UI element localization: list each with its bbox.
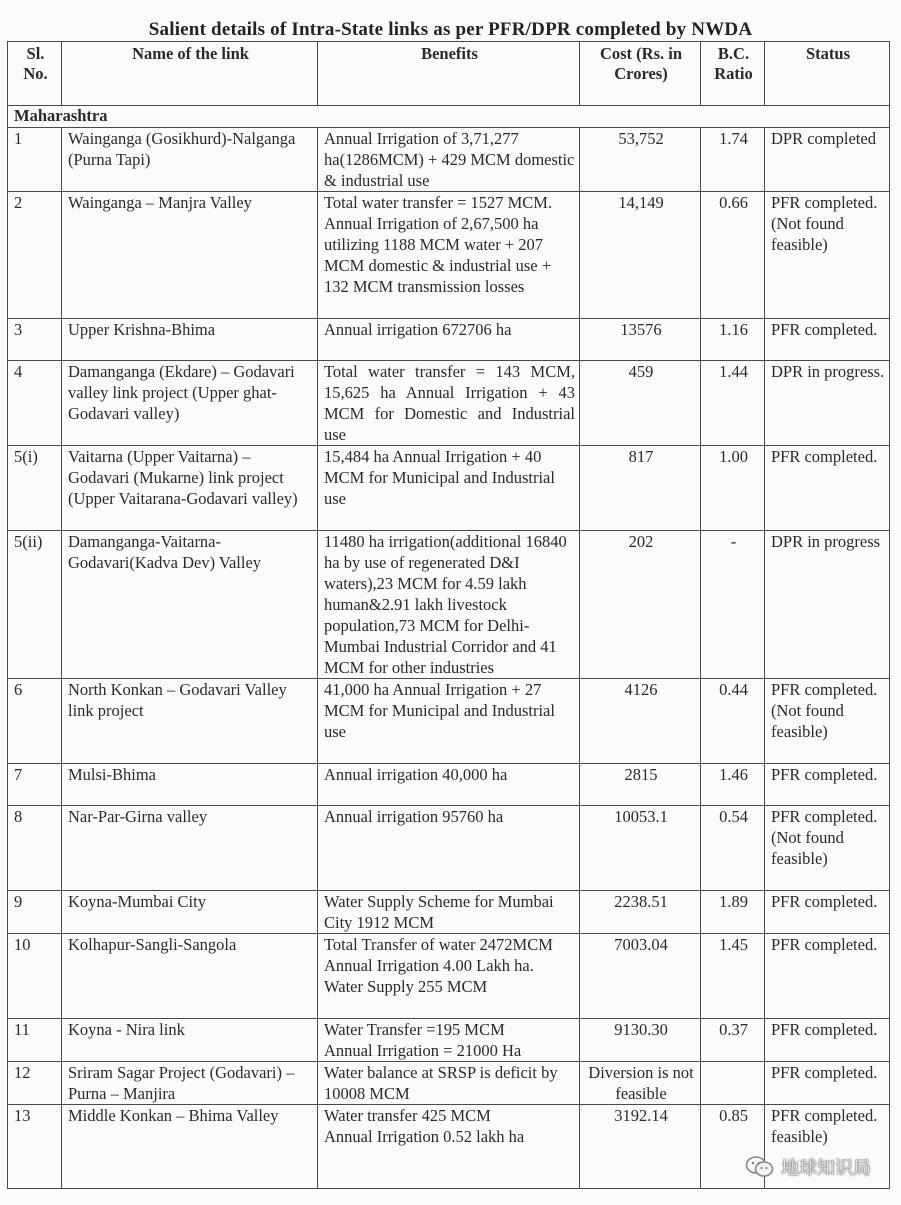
cell-bc-ratio: 1.45 — [701, 934, 765, 1019]
cell-sl-no: 11 — [8, 1019, 62, 1062]
cell-cost: 2238.51 — [580, 891, 701, 934]
section-row — [8, 106, 890, 128]
cell-cost: 459 — [580, 361, 701, 446]
cell-status: DPR completed — [765, 128, 890, 192]
header-status: Status — [765, 42, 890, 106]
cell-bc-ratio — [701, 1062, 765, 1105]
watermark-text: 地球知识局 — [781, 1158, 871, 1179]
cell-cost: 14,149 — [580, 192, 701, 319]
cell-benefits: Annual irrigation 40,000 ha — [318, 764, 580, 806]
table-row — [8, 531, 890, 679]
cell-cost: 2815 — [580, 764, 701, 806]
cell-sl-no: 8 — [8, 806, 62, 891]
cell-benefits: Water Transfer =195 MCM Annual Irrigation = 21000 Ha — [318, 1019, 580, 1062]
table-row — [8, 1062, 890, 1105]
cell-cost: 9130.30 — [580, 1019, 701, 1062]
cell-status: PFR completed. — [765, 934, 890, 1019]
header-benefits: Benefits — [318, 42, 580, 106]
table-row — [8, 891, 890, 934]
cell-status: PFR completed. (Not found feasible) — [765, 806, 890, 891]
cell-link-name: Damanganga-Vaitarna-Godavari(Kadva Dev) Valley — [62, 531, 318, 679]
header-bc-ratio: B.C. Ratio — [701, 42, 765, 106]
cell-sl-no: 10 — [8, 934, 62, 1019]
cell-sl-no: 5(ii) — [8, 531, 62, 679]
cell-status: PFR completed. — [765, 1062, 890, 1105]
cell-cost: 7003.04 — [580, 934, 701, 1019]
cell-link-name: Middle Konkan – Bhima Valley — [62, 1105, 318, 1189]
cell-bc-ratio: 1.00 — [701, 446, 765, 531]
cell-bc-ratio: 1.16 — [701, 319, 765, 361]
cell-cost: 13576 — [580, 319, 701, 361]
cell-status: PFR completed. — [765, 1019, 890, 1062]
cell-benefits: Annual irrigation 95760 ha — [318, 806, 580, 891]
table-row — [8, 361, 890, 446]
cell-sl-no: 9 — [8, 891, 62, 934]
cell-cost: 817 — [580, 446, 701, 531]
cell-link-name: Sriram Sagar Project (Godavari) – Purna – Manjira — [62, 1062, 318, 1105]
table-row — [8, 934, 890, 1019]
cell-status: PFR completed. — [765, 446, 890, 531]
cell-benefits: Annual irrigation 672706 ha — [318, 319, 580, 361]
cell-status: PFR completed. (Not found feasible) — [765, 192, 890, 319]
table-row — [8, 319, 890, 361]
cell-cost: 10053.1 — [580, 806, 701, 891]
cell-benefits: Water balance at SRSP is deficit by 10008 MCM — [318, 1062, 580, 1105]
cell-status: PFR completed. — [765, 764, 890, 806]
table-row — [8, 446, 890, 531]
watermark — [745, 1154, 871, 1180]
cell-status: DPR in progress — [765, 531, 890, 679]
cell-link-name: Koyna-Mumbai City — [62, 891, 318, 934]
cell-status: PFR completed. — [765, 319, 890, 361]
section-label: Maharashtra — [8, 106, 890, 128]
cell-sl-no: 13 — [8, 1105, 62, 1189]
cell-bc-ratio: - — [701, 531, 765, 679]
table-row — [8, 806, 890, 891]
cell-sl-no: 3 — [8, 319, 62, 361]
cell-status: PFR completed. — [765, 891, 890, 934]
table-row — [8, 192, 890, 319]
cell-bc-ratio: 1.46 — [701, 764, 765, 806]
cell-link-name: Upper Krishna-Bhima — [62, 319, 318, 361]
header-row — [8, 42, 890, 106]
header-cost: Cost (Rs. in Crores) — [580, 42, 701, 106]
cell-cost: Diversion is not feasible — [580, 1062, 701, 1105]
table-row — [8, 764, 890, 806]
cell-bc-ratio: 0.44 — [701, 679, 765, 764]
cell-bc-ratio: 0.54 — [701, 806, 765, 891]
cell-cost: 53,752 — [580, 128, 701, 192]
cell-link-name: North Konkan – Godavari Valley link project — [62, 679, 318, 764]
header-sl: Sl. No. — [8, 42, 62, 106]
table-row — [8, 128, 890, 192]
cell-sl-no: 2 — [8, 192, 62, 319]
cell-link-name: Nar-Par-Girna valley — [62, 806, 318, 891]
cell-sl-no: 4 — [8, 361, 62, 446]
cell-sl-no: 6 — [8, 679, 62, 764]
cell-bc-ratio: 1.89 — [701, 891, 765, 934]
cell-status: PFR completed. (Not found feasible) — [765, 679, 890, 764]
page-title: Salient details of Intra-State links as per PFR/DPR completed by NWDA — [148, 19, 753, 40]
cell-cost: 4126 — [580, 679, 701, 764]
cell-benefits: Total water transfer = 1527 MCM. Annual Irrigation of 2,67,500 ha utilizing 1188 MCM water + 207 MCM domestic & industrial use + 132 MCM transmission losses — [318, 192, 580, 319]
cell-bc-ratio: 1.44 — [701, 361, 765, 446]
table-row — [8, 1019, 890, 1062]
cell-link-name: Mulsi-Bhima — [62, 764, 318, 806]
cell-sl-no: 12 — [8, 1062, 62, 1105]
cell-cost: 3192.14 — [580, 1105, 701, 1189]
cell-status: PFR completed. feasible) — [765, 1105, 890, 1189]
cell-cost: 202 — [580, 531, 701, 679]
cell-benefits: Total Transfer of water 2472MCM Annual Irrigation 4.00 Lakh ha. Water Supply 255 MCM — [318, 934, 580, 1019]
cell-link-name: Koyna - Nira link — [62, 1019, 318, 1062]
cell-benefits: 11480 ha irrigation(additional 16840 ha by use of regenerated D&I waters),23 MCM for 4.59 lakh human&2.91 lakh livestock population,73 MCM for Delhi-Mumbai Industrial Corridor and 41 MCM for other industries — [318, 531, 580, 679]
cell-bc-ratio: 0.37 — [701, 1019, 765, 1062]
cell-sl-no: 1 — [8, 128, 62, 192]
cell-bc-ratio: 1.74 — [701, 128, 765, 192]
cell-sl-no: 7 — [8, 764, 62, 806]
cell-benefits: 41,000 ha Annual Irrigation + 27 MCM for Municipal and Industrial use — [318, 679, 580, 764]
cell-bc-ratio: 0.66 — [701, 192, 765, 319]
header-name: Name of the link — [62, 42, 318, 106]
cell-benefits: Total water transfer = 143 MCM, 15,625 ha Annual Irrigation + 43 MCM for Domestic and Industrial use — [318, 361, 580, 446]
cell-benefits: Annual Irrigation of 3,71,277 ha(1286MCM) + 429 MCM domestic & industrial use — [318, 128, 580, 192]
cell-link-name: Kolhapur-Sangli-Sangola — [62, 934, 318, 1019]
cell-benefits: Water transfer 425 MCM Annual Irrigation 0.52 lakh ha — [318, 1105, 580, 1189]
cell-link-name: Vaitarna (Upper Vaitarna) – Godavari (Mukarne) link project (Upper Vaitarana-Godavari valley) — [62, 446, 318, 531]
cell-benefits: Water Supply Scheme for Mumbai City 1912 MCM — [318, 891, 580, 934]
cell-sl-no: 5(i) — [8, 446, 62, 531]
wechat-icon — [745, 1155, 775, 1179]
cell-link-name: Damanganga (Ekdare) – Godavari valley link project (Upper ghat-Godavari valley) — [62, 361, 318, 446]
cell-link-name: Wainganga – Manjra Valley — [62, 192, 318, 319]
links-table — [7, 41, 890, 1189]
cell-bc-ratio: 0.85 — [701, 1105, 765, 1189]
cell-status: DPR in progress. — [765, 361, 890, 446]
cell-link-name: Wainganga (Gosikhurd)-Nalganga (Purna Tapi) — [62, 128, 318, 192]
cell-benefits: 15,484 ha Annual Irrigation + 40 MCM for Municipal and Industrial use — [318, 446, 580, 531]
table-row — [8, 679, 890, 764]
